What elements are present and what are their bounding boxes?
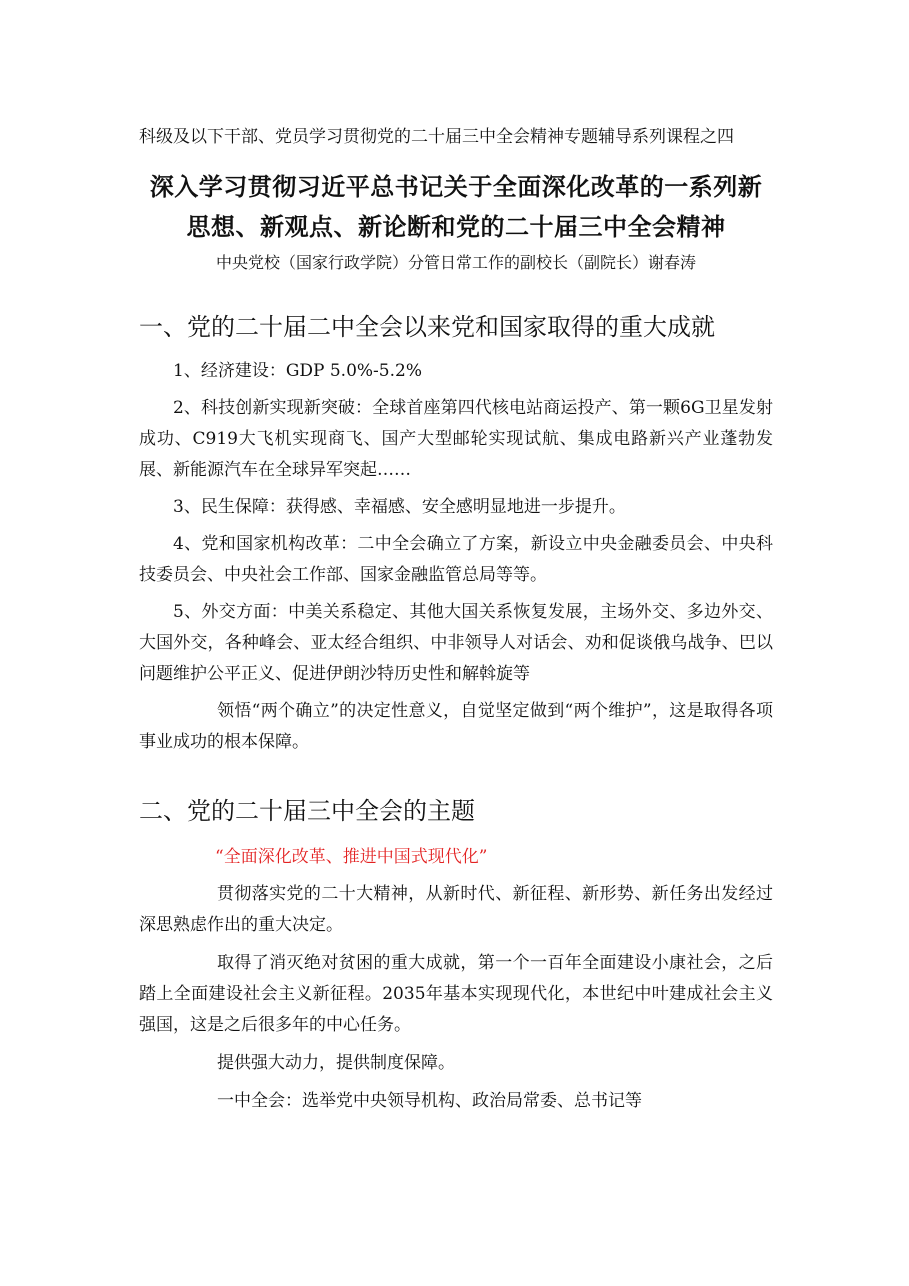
list-item: 3、民生保障：获得感、幸福感、安全感明显地进一步提升。 [173,497,626,517]
list-item: 5、外交方面：中美关系稳定、其他大国关系恢复发展，主场外交、多边外交、大国外交，各种峰会、亚太经合组织、中非领导人对话会、劝和促谈俄乌战争、巴以问题维护公平正义、促进伊朗沙特历史性和解斡旋等 [139,602,773,684]
series-caption: 科级及以下干部、党员学习贯彻党的二十届三中全会精神专题辅导系列课程之四 [139,127,734,147]
section-1-heading: 一、党的二十届二中全会以来党和国家取得的重大成就 [139,313,715,341]
title-line-1: 深入学习贯彻习近平总书记关于全面深化改革的一系列新 [149,173,763,201]
list-item: 2、科技创新实现新突破：全球首座第四代核电站商运投产、第一颗6G卫星发射成功、C919大飞机实现商飞、国产大型邮轮实现试航、集成电路新兴产业蓬勃发展、新能源汽车在全球异军突起…… [139,398,773,480]
document-title [139,167,773,247]
author-line: 中央党校（国家行政学院）分管日常工作的副校长（副院长）谢春涛 [215,253,696,272]
section-1-conclusion: 领悟“两个确立”的决定性意义，自觉坚定做到“两个维护”，这是取得各项事业成功的根本保障。 [139,701,773,752]
list-item: 1、经济建设：GDP 5.0%-5.2% [173,361,422,381]
title-line-2: 思想、新观点、新论断和党的二十届三中全会精神 [186,213,726,241]
paragraph: 贯彻落实党的二十大精神，从新时代、新征程、新形势、新任务出发经过深思熟虑作出的重大决定。 [139,884,773,935]
list-item: 4、党和国家机构改革：二中全会确立了方案，新设立中央金融委员会、中央科技委员会、中央社会工作部、国家金融监管总局等等。 [139,534,773,585]
document-body [139,122,773,1117]
paragraph: 提供强大动力，提供制度保障。 [217,1053,455,1073]
section-2-heading: 二、党的二十届三中全会的主题 [139,797,475,825]
paragraph: 一中全会：选举党中央领导机构、政治局常委、总书记等 [217,1091,642,1111]
theme-quote: “全面深化改革、推进中国式现代化” [215,847,488,867]
paragraph: 取得了消灭绝对贫困的重大成就，第一个一百年全面建设小康社会，之后踏上全面建设社会主义新征程。2035年基本实现现代化，本世纪中叶建成社会主义强国，这是之后很多年的中心任务。 [139,953,773,1035]
section-1-items [139,356,773,758]
section-2-body [139,879,773,1117]
